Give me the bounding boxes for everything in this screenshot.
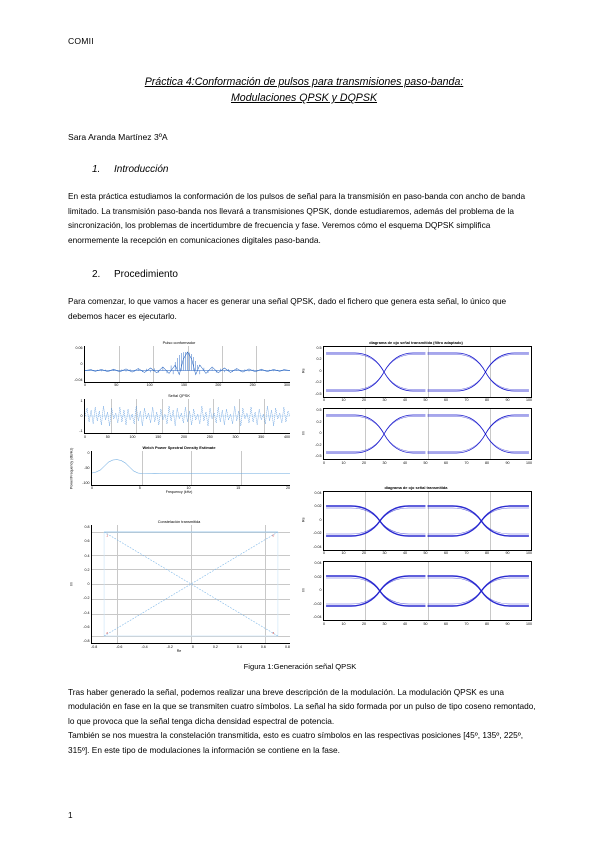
chart-title: Welch Power Spectral Density Estimate	[142, 444, 216, 450]
eye-diagram-trace	[324, 409, 531, 459]
chart-title: diagrama de ojo señal transmitida (filtro adaptado)	[369, 339, 463, 345]
page-title-line2: Modulaciones QPSK y DQPSK	[230, 92, 378, 104]
y-axis-ticks: 0.8 0.6 0.4 0.2 0 -0.2 -0.4 -0.6 -0.8	[83, 525, 90, 644]
y-axis-ticks: 0.04 0.02 0 -0.02 -0.04	[313, 561, 322, 620]
paragraph-after-figure-2: También se nos muestra la constelación transmitida, esto es cuatro símbolos en las respectivas posiciones [45º, 135º, 225º, 315º]. En este tipo de modulaciones la información se contiene en la fase.	[68, 730, 524, 755]
x-axis-ticks: 0 10 20 30 40 50 60 70 80 90 100	[323, 551, 532, 556]
x-axis-ticks: 0 50 100 150 200 250 300	[84, 383, 290, 388]
section-heading-introduccion	[68, 164, 540, 175]
y-axis-ticks: 1 0 -1	[79, 399, 83, 434]
y-axis-ticks: 0.04 0.02 0 -0.02 -0.04	[313, 490, 322, 549]
plot-area	[84, 399, 290, 434]
chart-title: Señal QPSK	[168, 393, 190, 399]
svg-text:3: 3	[272, 631, 275, 636]
section-number: 2.	[92, 269, 101, 281]
eye-diagram-trace	[324, 492, 531, 550]
chart-welch-psd	[68, 445, 290, 496]
chart-title: Constelación transmitida	[157, 519, 201, 525]
paragraph-after-figure-1: Tras haber generado la señal, podemos realizar una breve descripción de la modulación. La modulación QPSK es una modulación en fase en la que se transmiten cuatro símbolos. La señal ha sido formada por un pulso de tipo coseno remontado, lo que provoca que la señal tenga dicha densidad espectral de potencia.	[68, 686, 536, 726]
plot-area	[91, 525, 290, 644]
y-axis-label: Re	[301, 368, 306, 373]
y-axis-ticks: 0 -50 -100	[82, 450, 90, 485]
chart-title: diagrama de ojo señal transmitida	[384, 484, 448, 490]
x-axis-ticks: -0.8 -0.6 -0.4 -0.2 0 0.2 0.4 0.6 0.8	[91, 644, 290, 649]
section-title: Procedimiento	[114, 269, 178, 281]
y-axis-label: Re	[301, 517, 306, 522]
paragraph-procedimiento: Para comenzar, lo que vamos a hacer es generar una señal QPSK, dado el fichero que genera esta señal, lo único que debemos hacer es ejecutarlo.	[68, 296, 507, 321]
y-axis-ticks: 0.5 0.2 0 -0.2 -0.5	[315, 345, 322, 396]
figure-1	[68, 340, 532, 654]
plot-area	[323, 346, 532, 398]
paragraph-introduccion: En esta práctica estudiamos la conformación de los pulsos de señal para la transmisión en paso-banda con ancho de banda limitado. La transmisión paso-banda nos llevará a transmisiones QPSK, donde estudiaremos, además del problema de la sincronización, los problemas de incertidumbre de frecuencia y fase. Veremos cómo el esquema DQPSK simplifica enormemente la recepción en comunicaciones digitales paso-banda.	[68, 191, 526, 245]
x-axis-label: Frequency (kHz)	[165, 490, 193, 495]
page-title	[104, 74, 504, 106]
page-title-line1: Práctica 4:Conformación de pulsos para transmisiones paso-banda:	[144, 76, 464, 88]
author-line: Sara Aranda Martínez 3ºA	[68, 132, 168, 142]
svg-text:0: 0	[272, 533, 275, 538]
psd-curve	[92, 451, 290, 485]
chart-senal-qpsk	[68, 393, 290, 439]
course-code: COMII	[68, 36, 94, 46]
y-axis-label: Im	[69, 582, 74, 587]
chart-pulso-conformador	[68, 340, 290, 388]
chart-constelacion-transmitida	[68, 519, 290, 654]
chart-eye-diagram-filtered-re	[300, 340, 532, 403]
plot-area	[323, 491, 532, 551]
pulse-waveform	[85, 346, 290, 382]
y-axis-label: Im	[301, 431, 306, 436]
y-axis-label: Power/Frequency (dB/Hz)	[69, 446, 74, 489]
x-axis-ticks: 0 10 20 30 40 50 60 70 80 90 100	[323, 621, 532, 626]
chart-eye-diagram-re	[300, 485, 532, 556]
chart-title: Pulso conformador	[162, 339, 196, 345]
svg-text:1: 1	[106, 533, 109, 538]
x-axis-ticks: 0 50 100 150 200 250 300 350 400	[84, 434, 290, 439]
plot-area	[84, 346, 290, 383]
section-heading-procedimiento	[68, 269, 540, 280]
x-axis-ticks: 0 10 20 30 40 50 60 70 80 90 100	[323, 460, 532, 465]
figure-left-column	[68, 340, 290, 654]
x-axis-label: Re	[176, 648, 182, 653]
chart-eye-diagram-im	[300, 561, 532, 626]
eye-diagram-trace	[324, 562, 531, 620]
y-axis-ticks: 0.5 0.2 0 -0.2 -0.5	[315, 408, 322, 459]
qpsk-waveform	[85, 399, 290, 433]
x-axis-ticks: 0 10 20 30 40 50 60 70 80 90 100	[323, 398, 532, 403]
figure-right-column	[300, 340, 532, 626]
section-number: 1.	[92, 164, 101, 175]
chart-eye-diagram-filtered-im	[300, 408, 532, 465]
plot-area	[91, 451, 290, 486]
plot-area	[323, 408, 532, 460]
y-axis-label: Im	[301, 588, 306, 593]
plot-area	[323, 561, 532, 621]
constellation-trajectories	[92, 525, 290, 643]
x-axis-ticks: 0 5 10 15 20	[91, 486, 290, 491]
page-number: 1	[68, 810, 73, 820]
figure-caption: Figura 1:Generación señal QPSK	[243, 661, 357, 671]
y-axis-ticks: 0.06 0 -0.04	[74, 345, 83, 382]
eye-diagram-trace	[324, 347, 531, 397]
section-title: Introducción	[114, 164, 169, 175]
svg-text:2: 2	[106, 631, 109, 636]
